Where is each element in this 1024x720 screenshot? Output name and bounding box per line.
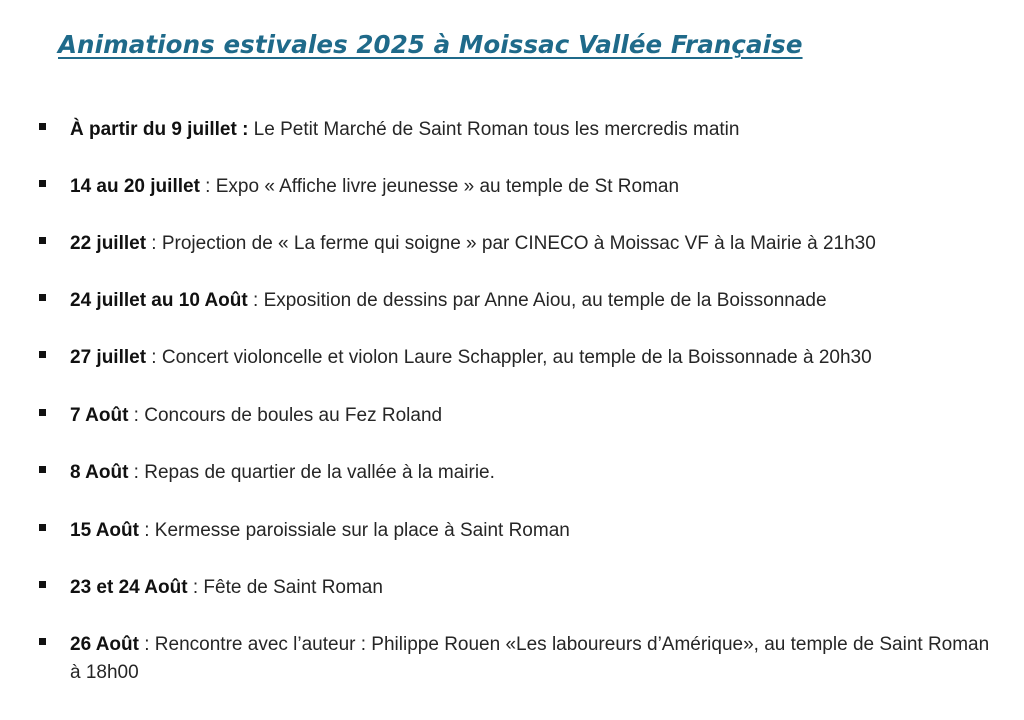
event-text xyxy=(70,173,990,201)
page-title: Animations estivales 2025 à Moissac Vallée Française xyxy=(58,30,803,59)
event-text xyxy=(70,631,990,687)
event-date: 23 et 24 Août xyxy=(70,577,188,598)
event-text xyxy=(70,116,990,144)
event-description: : Expo « Affiche livre jeunesse » au temple de St Roman xyxy=(199,176,680,197)
square-bullet-icon xyxy=(39,237,46,244)
square-bullet-icon xyxy=(39,123,46,130)
event-date: 22 juillet xyxy=(70,233,147,254)
event-text xyxy=(70,344,990,372)
event-text xyxy=(70,459,990,487)
event-date: 15 Août xyxy=(70,520,139,541)
event-description: Le Petit Marché de Saint Roman tous les mercredis matin xyxy=(248,119,740,140)
event-date: À partir du 9 juillet : xyxy=(70,119,249,140)
event-date: 26 Août xyxy=(70,634,139,655)
event-description: : Concours de boules au Fez Roland xyxy=(128,405,443,426)
event-description: : Exposition de dessins par Anne Aiou, au temple de la Boissonnade xyxy=(247,290,827,311)
event-text xyxy=(70,402,990,430)
event-description: : Projection de « La ferme qui soigne » par CINECO à Moissac VF à la Mairie à 21h30 xyxy=(146,233,876,254)
square-bullet-icon xyxy=(39,466,46,473)
square-bullet-icon xyxy=(39,524,46,531)
square-bullet-icon xyxy=(39,581,46,588)
event-description: : Repas de quartier de la vallée à la mairie. xyxy=(128,462,495,483)
event-date: 8 Août xyxy=(70,462,129,483)
event-description: : Rencontre avec l’auteur : Philippe Rouen «Les laboureurs d’Amérique», au temple de Saint Roman à 18h00 xyxy=(70,634,990,683)
event-text xyxy=(70,287,990,315)
event-text xyxy=(70,230,990,258)
square-bullet-icon xyxy=(39,294,46,301)
square-bullet-icon xyxy=(39,409,46,416)
event-date: 27 juillet xyxy=(70,347,147,368)
event-description: : Concert violoncelle et violon Laure Schappler, au temple de la Boissonnade à 20h30 xyxy=(146,347,872,368)
event-date: 24 juillet au 10 Août xyxy=(70,290,248,311)
square-bullet-icon xyxy=(39,180,46,187)
event-text xyxy=(70,574,990,602)
event-description: : Kermesse paroissiale sur la place à Saint Roman xyxy=(138,520,570,541)
event-date: 7 Août xyxy=(70,405,129,426)
event-date: 14 au 20 juillet xyxy=(70,176,200,197)
event-description: : Fête de Saint Roman xyxy=(187,577,383,598)
event-text xyxy=(70,517,990,545)
square-bullet-icon xyxy=(39,351,46,358)
square-bullet-icon xyxy=(39,638,46,645)
